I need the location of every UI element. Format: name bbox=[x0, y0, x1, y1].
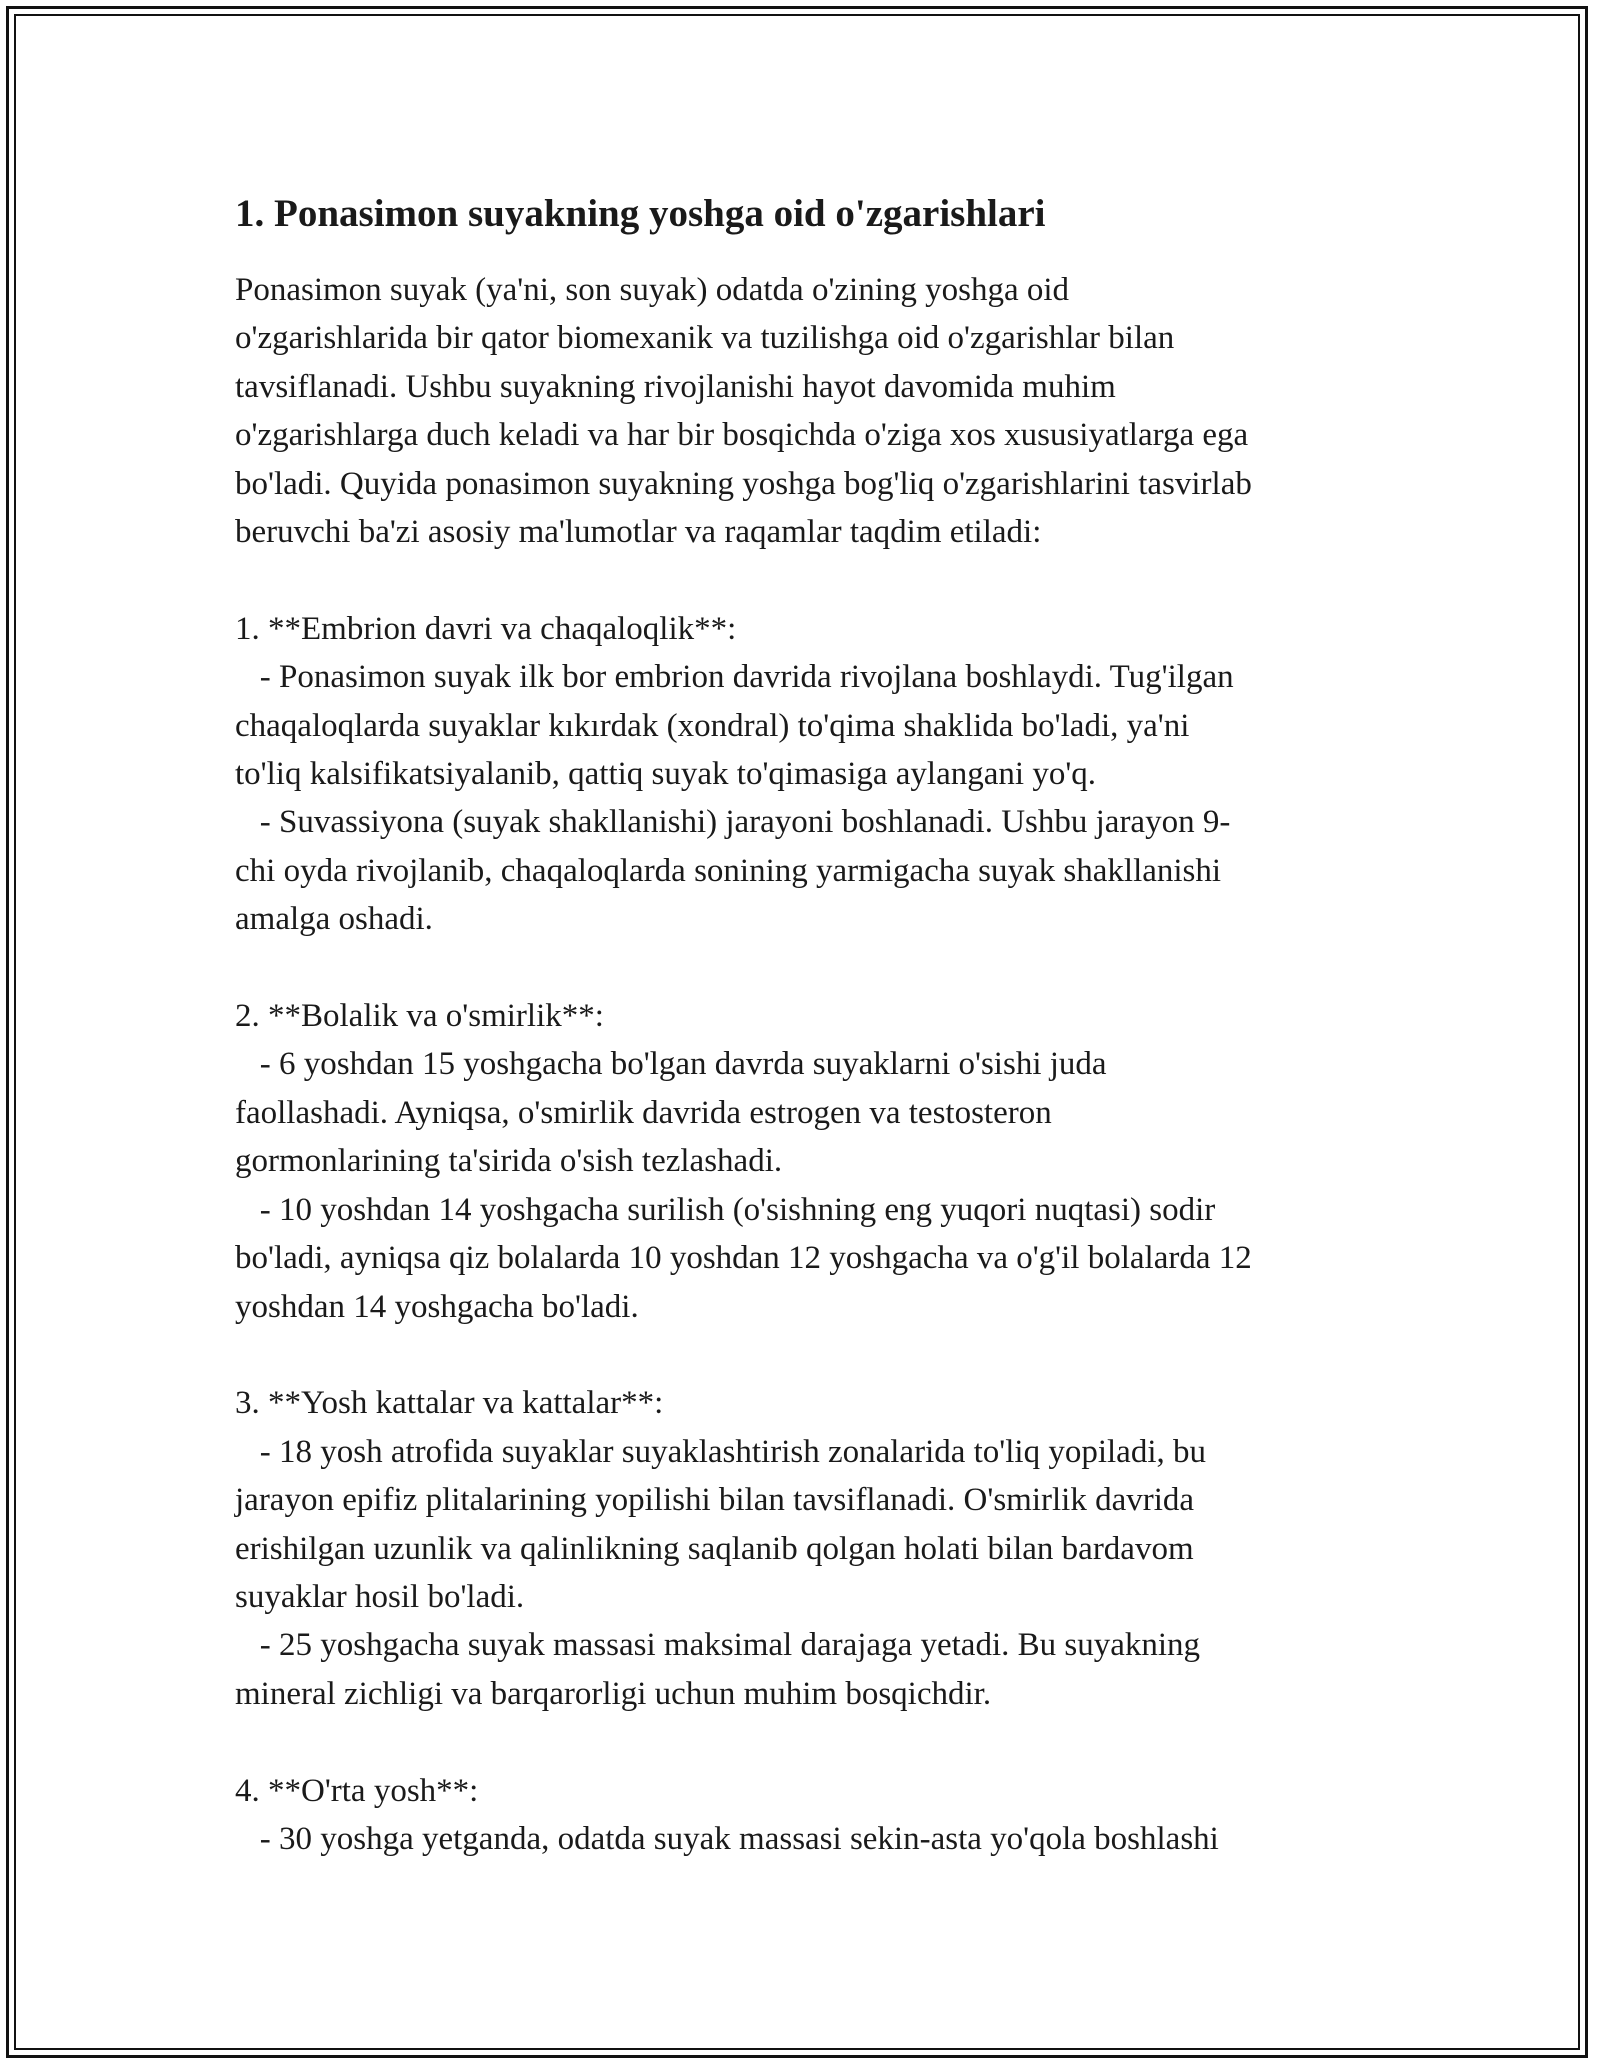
text-line: 1. **Embrion davri va chaqaloqlik**: bbox=[235, 610, 737, 647]
text-line: o'zgarishlarida bir qator biomexanik va tuzilishga oid o'zgarishlar bilan bbox=[235, 320, 1175, 357]
text-line: amalga oshadi. bbox=[235, 901, 433, 938]
blank-line bbox=[235, 1718, 1385, 1766]
text-line: - Suvassiyona (suyak shakllanishi) jarayoni boshlanadi. Ushbu jarayon 9- bbox=[235, 804, 1231, 841]
text-line: chaqaloqlarda suyaklar kıkırdak (xondral) to'qima shaklida bo'ladi, ya'ni bbox=[235, 707, 1190, 744]
text-line: tavsiflanadi. Ushbu suyakning rivojlanishi hayot davomida muhim bbox=[235, 368, 1116, 405]
blank-line bbox=[235, 1331, 1385, 1379]
paragraph-text bbox=[235, 266, 1385, 1863]
text-line: beruvchi ba'zi asosiy ma'lumotlar va raqamlar taqdim etiladi: bbox=[235, 514, 1042, 551]
text-line: - 25 yoshgacha suyak massasi maksimal darajaga yetadi. Bu suyakning bbox=[235, 1627, 1201, 1664]
text-line: - 18 yosh atrofida suyaklar suyaklashtirish zonalarida to'liq yopiladi, bu bbox=[235, 1433, 1206, 1470]
text-line: bo'ladi, ayniqsa qiz bolalarda 10 yoshdan 12 yoshgacha va o'g'il bolalarda 12 bbox=[235, 1240, 1252, 1277]
text-line: Ponasimon suyak (ya'ni, son suyak) odatda o'zining yoshga oid bbox=[235, 272, 1070, 308]
blank-line bbox=[235, 944, 1385, 992]
text-line: to'liq kalsifikatsiyalanib, qattiq suyak to'qimasiga aylangani yo'q. bbox=[235, 756, 1097, 793]
section-heading: 1. Ponasimon suyakning yoshga oid o'zgarishlari bbox=[235, 192, 1046, 235]
text-line: - 10 yoshdan 14 yoshgacha surilish (o'sishning eng yuqori nuqtasi) sodir bbox=[235, 1191, 1216, 1228]
blank-line bbox=[235, 556, 1385, 604]
text-line: - Ponasimon suyak ilk bor embrion davrida rivojlana boshlaydi. Tug'ilgan bbox=[235, 659, 1234, 696]
text-line: gormonlarining ta'sirida o'sish tezlashadi. bbox=[235, 1143, 783, 1180]
text-line: 4. **O'rta yosh**: bbox=[235, 1772, 479, 1809]
text-line: bo'ladi. Quyida ponasimon suyakning yoshga bog'liq o'zgarishlarini tasvirlab bbox=[235, 465, 1252, 502]
text-line: mineral zichligi va barqarorligi uchun muhim bosqichdir. bbox=[235, 1675, 992, 1712]
text-line: erishilgan uzunlik va qalinlikning saqlanib qolgan holati bilan bardavom bbox=[235, 1530, 1194, 1567]
text-line: 3. **Yosh kattalar va kattalar**: bbox=[235, 1385, 664, 1422]
text-line: chi oyda rivojlanib, chaqaloqlarda sonining yarmigacha suyak shakllanishi bbox=[235, 852, 1222, 889]
text-line: - 30 yoshga yetganda, odatda suyak massasi sekin-asta yo'qola boshlashi bbox=[235, 1820, 1219, 1857]
text-line: - 6 yoshdan 15 yoshgacha bo'lgan davrda suyaklarni o'sishi juda bbox=[235, 1046, 1107, 1083]
text-line: yoshdan 14 yoshgacha bo'ladi. bbox=[235, 1288, 639, 1325]
text-line: suyaklar hosil bo'ladi. bbox=[235, 1578, 525, 1615]
text-line: jarayon epifiz plitalarining yopilishi bilan tavsiflanadi. O'smirlik davrida bbox=[235, 1482, 1195, 1519]
document-body bbox=[235, 188, 1385, 1863]
text-line: faollashadi. Ayniqsa, o'smirlik davrida estrogen va testosteron bbox=[235, 1094, 1052, 1131]
text-line: o'zgarishlarga duch keladi va har bir bosqichda o'ziga xos xususiyatlarga ega bbox=[235, 417, 1249, 454]
text-line: 2. **Bolalik va o'smirlik**: bbox=[235, 998, 604, 1035]
